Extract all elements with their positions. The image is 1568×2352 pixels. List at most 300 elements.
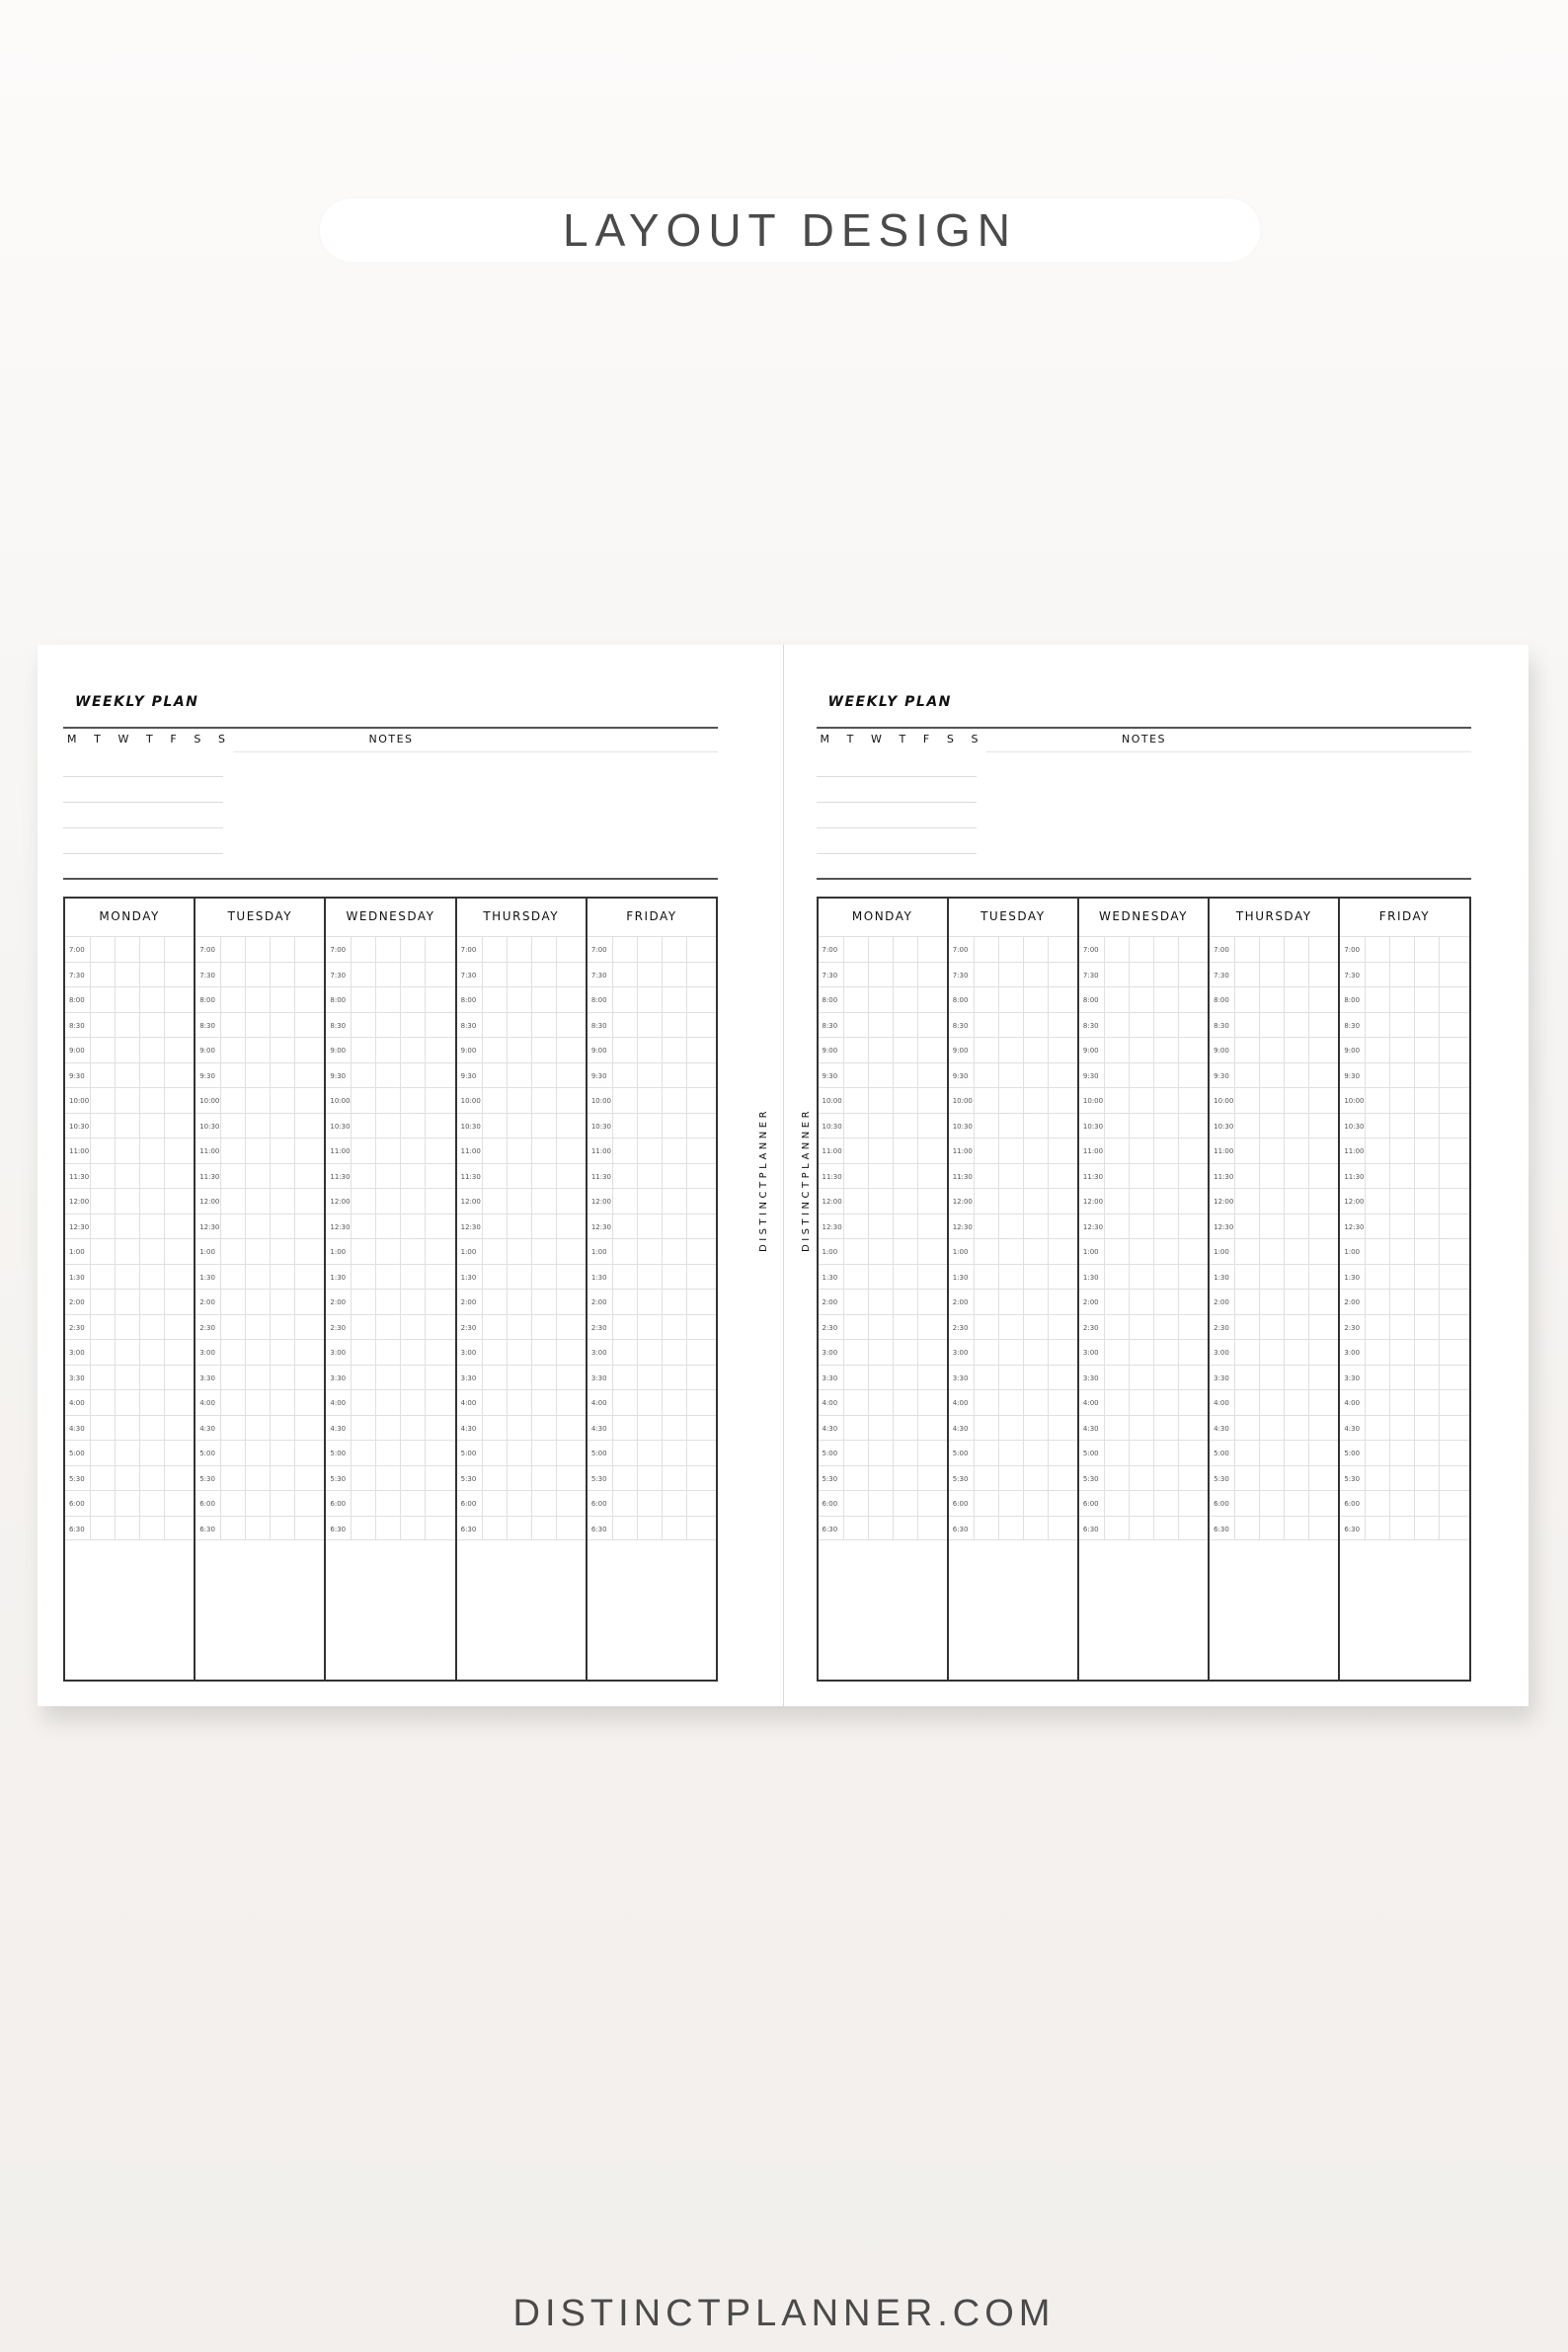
habit-line[interactable] — [817, 853, 977, 854]
time-slot[interactable] — [588, 1214, 716, 1239]
day-column — [586, 899, 716, 1680]
time-label: 8:30 — [460, 1021, 477, 1030]
time-slot[interactable] — [588, 1389, 716, 1415]
time-slot[interactable] — [819, 1415, 947, 1441]
time-slot[interactable] — [1210, 1415, 1338, 1441]
time-slot[interactable] — [588, 1314, 716, 1340]
time-slot[interactable] — [588, 962, 716, 987]
time-slot[interactable] — [1340, 1490, 1468, 1516]
time-label: 2:00 — [1344, 1298, 1361, 1306]
time-slot[interactable] — [326, 1415, 454, 1441]
time-slot[interactable] — [326, 1238, 454, 1264]
time-label: 8:00 — [1344, 996, 1361, 1004]
time-slot[interactable] — [196, 1238, 324, 1264]
time-slot[interactable] — [1079, 1389, 1208, 1415]
time-slot[interactable] — [588, 1188, 716, 1214]
time-slot[interactable] — [1079, 1188, 1208, 1214]
time-slot[interactable] — [326, 1214, 454, 1239]
habit-day-label: W — [871, 733, 882, 745]
day-header: THURSDAY — [1235, 909, 1312, 923]
time-slot[interactable] — [1210, 1062, 1338, 1088]
time-slot[interactable] — [588, 1415, 716, 1441]
time-slot[interactable] — [457, 936, 586, 962]
time-label: 4:00 — [822, 1399, 838, 1407]
time-label: 1:30 — [199, 1273, 215, 1282]
time-slot[interactable] — [196, 1087, 324, 1113]
time-slot[interactable] — [1210, 1163, 1338, 1189]
time-slot[interactable] — [819, 1012, 947, 1038]
time-slot[interactable] — [1340, 1516, 1468, 1541]
time-slot[interactable] — [196, 962, 324, 987]
time-label: 12:00 — [330, 1198, 351, 1206]
time-slot[interactable] — [65, 1415, 194, 1441]
time-slot[interactable] — [819, 1214, 947, 1239]
time-slot[interactable] — [1210, 1516, 1338, 1541]
habit-day-label: F — [922, 733, 930, 745]
time-slot[interactable] — [196, 1037, 324, 1062]
time-label: 4:00 — [69, 1399, 85, 1407]
time-slot[interactable] — [1079, 1289, 1208, 1314]
time-slot[interactable] — [326, 962, 454, 987]
time-slot[interactable] — [1210, 1012, 1338, 1038]
time-slot[interactable] — [949, 1037, 1077, 1062]
time-slot[interactable] — [819, 1440, 947, 1465]
time-slot[interactable] — [1340, 1238, 1468, 1264]
time-slot[interactable] — [1340, 1465, 1468, 1491]
time-slot[interactable] — [196, 1465, 324, 1491]
time-slot[interactable] — [457, 1137, 586, 1163]
time-slot[interactable] — [949, 936, 1077, 962]
time-slot[interactable] — [196, 986, 324, 1012]
time-slot[interactable] — [65, 1214, 194, 1239]
day-header: MONDAY — [851, 909, 913, 923]
time-slot[interactable] — [1340, 1188, 1468, 1214]
time-slot[interactable] — [588, 1516, 716, 1541]
time-slot[interactable] — [196, 1214, 324, 1239]
schedule-grid — [817, 897, 1471, 1682]
time-slot[interactable] — [326, 1440, 454, 1465]
time-label: 2:00 — [199, 1298, 215, 1306]
time-slot[interactable] — [1340, 1062, 1468, 1088]
time-slot[interactable] — [326, 936, 454, 962]
time-slot[interactable] — [1079, 1087, 1208, 1113]
time-slot[interactable] — [1340, 1389, 1468, 1415]
time-slot[interactable] — [1079, 986, 1208, 1012]
time-slot[interactable] — [949, 1087, 1077, 1113]
habit-line[interactable] — [63, 827, 223, 828]
time-slot[interactable] — [196, 1113, 324, 1138]
time-slot[interactable] — [65, 1339, 194, 1365]
time-slot[interactable] — [1340, 1365, 1468, 1390]
time-slot[interactable] — [1079, 1465, 1208, 1491]
time-label: 4:30 — [822, 1424, 838, 1433]
time-slot[interactable] — [326, 986, 454, 1012]
time-slot[interactable] — [65, 1440, 194, 1465]
time-label: 1:30 — [1082, 1273, 1099, 1282]
time-slot[interactable] — [819, 1062, 947, 1088]
time-slot[interactable] — [1340, 1339, 1468, 1365]
time-slot[interactable] — [1340, 1137, 1468, 1163]
time-slot[interactable] — [1079, 1365, 1208, 1390]
time-slot[interactable] — [1079, 1062, 1208, 1088]
time-slot[interactable] — [196, 936, 324, 962]
time-slot[interactable] — [819, 1238, 947, 1264]
time-label: 7:30 — [1214, 971, 1229, 980]
habit-line[interactable] — [63, 853, 223, 854]
time-slot[interactable] — [949, 1440, 1077, 1465]
time-slot[interactable] — [1079, 1163, 1208, 1189]
time-slot[interactable] — [949, 1012, 1077, 1038]
time-slot[interactable] — [588, 1012, 716, 1038]
time-label: 9:00 — [952, 1047, 969, 1055]
time-slot[interactable] — [457, 1163, 586, 1189]
time-label: 8:00 — [952, 996, 969, 1004]
time-slot[interactable] — [326, 1490, 454, 1516]
time-label: 10:00 — [590, 1097, 611, 1105]
time-slot[interactable] — [819, 1465, 947, 1491]
time-slot[interactable] — [196, 1516, 324, 1541]
time-slot[interactable] — [457, 1339, 586, 1365]
time-slot[interactable] — [819, 1087, 947, 1113]
time-slot[interactable] — [588, 1264, 716, 1290]
time-slot[interactable] — [196, 1490, 324, 1516]
time-slot[interactable] — [588, 1490, 716, 1516]
time-slot[interactable] — [819, 1365, 947, 1390]
time-slot[interactable] — [457, 1087, 586, 1113]
time-slot[interactable] — [326, 1062, 454, 1088]
time-slot[interactable] — [949, 1365, 1077, 1390]
time-slot[interactable] — [457, 1238, 586, 1264]
time-slot[interactable] — [457, 1037, 586, 1062]
time-slot[interactable] — [326, 1037, 454, 1062]
time-slot[interactable] — [1210, 962, 1338, 987]
time-label: 5:30 — [1082, 1474, 1099, 1483]
time-slot[interactable] — [949, 1314, 1077, 1340]
time-slot[interactable] — [1210, 1465, 1338, 1491]
time-slot[interactable] — [196, 1339, 324, 1365]
time-slot[interactable] — [457, 962, 586, 987]
time-slot[interactable] — [326, 1339, 454, 1365]
time-slot[interactable] — [65, 1264, 194, 1290]
time-slot[interactable] — [196, 1137, 324, 1163]
time-slot[interactable] — [1079, 1113, 1208, 1138]
time-slot[interactable] — [819, 1264, 947, 1290]
time-slot[interactable] — [1210, 986, 1338, 1012]
time-slot[interactable] — [588, 936, 716, 962]
time-slot[interactable] — [949, 1188, 1077, 1214]
time-slot[interactable] — [1210, 1037, 1338, 1062]
time-slot[interactable] — [1079, 1037, 1208, 1062]
time-slot[interactable] — [1210, 1214, 1338, 1239]
time-label: 8:30 — [1082, 1021, 1099, 1030]
time-label: 8:30 — [822, 1021, 838, 1030]
time-slot[interactable] — [1210, 1440, 1338, 1465]
time-slot[interactable] — [949, 1238, 1077, 1264]
time-slots — [1079, 936, 1208, 1540]
time-slot[interactable] — [1340, 1440, 1468, 1465]
time-label: 1:30 — [460, 1273, 477, 1282]
time-slot[interactable] — [819, 1037, 947, 1062]
time-slot[interactable] — [65, 1087, 194, 1113]
time-slot[interactable] — [1340, 1163, 1468, 1189]
time-slot[interactable] — [1210, 1113, 1338, 1138]
time-slot[interactable] — [1340, 1037, 1468, 1062]
time-slot[interactable] — [1340, 962, 1468, 987]
time-label: 8:30 — [952, 1021, 969, 1030]
time-slot[interactable] — [949, 962, 1077, 987]
time-slot[interactable] — [1079, 1314, 1208, 1340]
time-slot[interactable] — [819, 1490, 947, 1516]
time-slot[interactable] — [949, 1415, 1077, 1441]
time-slot[interactable] — [1210, 936, 1338, 962]
time-slot[interactable] — [819, 1516, 947, 1541]
habit-line[interactable] — [63, 776, 223, 777]
time-slot[interactable] — [1079, 1339, 1208, 1365]
habit-day-label: F — [170, 733, 177, 745]
time-slot[interactable] — [65, 1465, 194, 1491]
time-slot[interactable] — [457, 1365, 586, 1390]
time-slot[interactable] — [1340, 1264, 1468, 1290]
habit-line[interactable] — [817, 802, 977, 803]
time-label: 10:30 — [199, 1122, 220, 1131]
time-slot[interactable] — [588, 1037, 716, 1062]
time-slot[interactable] — [949, 1062, 1077, 1088]
time-slot[interactable] — [326, 1289, 454, 1314]
time-slot[interactable] — [457, 1214, 586, 1239]
time-slot[interactable] — [819, 1314, 947, 1340]
time-slot[interactable] — [588, 1339, 716, 1365]
time-slot[interactable] — [588, 986, 716, 1012]
habit-days-row — [67, 733, 225, 745]
time-slot[interactable] — [949, 1137, 1077, 1163]
time-label: 6:30 — [460, 1525, 477, 1533]
time-slot[interactable] — [65, 1389, 194, 1415]
time-slot[interactable] — [819, 1339, 947, 1365]
time-slot[interactable] — [1210, 1365, 1338, 1390]
time-slot[interactable] — [949, 1113, 1077, 1138]
time-label: 8:00 — [1214, 996, 1229, 1004]
time-slot[interactable] — [65, 1238, 194, 1264]
time-slot[interactable] — [326, 1012, 454, 1038]
time-slot[interactable] — [949, 1339, 1077, 1365]
time-slot[interactable] — [1079, 936, 1208, 962]
time-slot[interactable] — [457, 1440, 586, 1465]
time-label: 3:00 — [590, 1349, 607, 1357]
time-slot[interactable] — [1210, 1389, 1338, 1415]
time-slot[interactable] — [949, 1289, 1077, 1314]
time-slot[interactable] — [1079, 1264, 1208, 1290]
time-slot[interactable] — [326, 1137, 454, 1163]
time-slot[interactable] — [588, 1440, 716, 1465]
time-label: 5:30 — [1214, 1474, 1229, 1483]
time-label: 8:30 — [69, 1021, 85, 1030]
time-slot[interactable] — [457, 1062, 586, 1088]
time-slot[interactable] — [1210, 1264, 1338, 1290]
time-slot[interactable] — [1079, 1415, 1208, 1441]
time-slot[interactable] — [1210, 1339, 1338, 1365]
time-slot[interactable] — [65, 1062, 194, 1088]
time-slot[interactable] — [1210, 1087, 1338, 1113]
habit-line[interactable] — [817, 827, 977, 828]
time-label: 4:00 — [199, 1399, 215, 1407]
time-slot[interactable] — [196, 1012, 324, 1038]
time-slot[interactable] — [65, 1163, 194, 1189]
time-slot[interactable] — [65, 1037, 194, 1062]
time-slot[interactable] — [457, 1490, 586, 1516]
time-slot[interactable] — [326, 1389, 454, 1415]
time-slot[interactable] — [65, 1188, 194, 1214]
time-slot[interactable] — [326, 1087, 454, 1113]
time-slot[interactable] — [326, 1264, 454, 1290]
time-slot[interactable] — [949, 1214, 1077, 1239]
time-slot[interactable] — [588, 1365, 716, 1390]
schedule-grid — [63, 897, 718, 1682]
time-slot[interactable] — [819, 1389, 947, 1415]
time-slot[interactable] — [1210, 1490, 1338, 1516]
time-slot[interactable] — [949, 986, 1077, 1012]
time-slot[interactable] — [457, 1415, 586, 1441]
time-slot[interactable] — [196, 1062, 324, 1088]
time-slot[interactable] — [326, 1314, 454, 1340]
time-slot[interactable] — [1340, 1214, 1468, 1239]
day-column — [1208, 899, 1338, 1680]
time-slot[interactable] — [819, 962, 947, 987]
habit-day-label: S — [194, 733, 201, 745]
time-slot[interactable] — [949, 1516, 1077, 1541]
time-label: 3:30 — [69, 1373, 85, 1382]
time-slot[interactable] — [65, 986, 194, 1012]
time-slot[interactable] — [457, 1012, 586, 1038]
time-slot[interactable] — [65, 962, 194, 987]
time-label: 9:30 — [460, 1071, 477, 1080]
time-slot[interactable] — [1079, 1516, 1208, 1541]
time-slot[interactable] — [1079, 962, 1208, 987]
time-slot[interactable] — [457, 1113, 586, 1138]
time-slot[interactable] — [1340, 986, 1468, 1012]
time-slot[interactable] — [588, 1238, 716, 1264]
time-label: 11:00 — [1082, 1147, 1104, 1155]
time-slot[interactable] — [1340, 1113, 1468, 1138]
time-slot[interactable] — [1210, 1314, 1338, 1340]
time-slot[interactable] — [326, 1465, 454, 1491]
habit-line[interactable] — [63, 802, 223, 803]
time-slot[interactable] — [196, 1389, 324, 1415]
time-slot[interactable] — [65, 1137, 194, 1163]
time-slot[interactable] — [326, 1365, 454, 1390]
time-slot[interactable] — [196, 1188, 324, 1214]
time-slot[interactable] — [457, 1264, 586, 1290]
time-slot[interactable] — [1340, 1415, 1468, 1441]
time-slot[interactable] — [196, 1415, 324, 1441]
time-slot[interactable] — [588, 1289, 716, 1314]
time-slot[interactable] — [588, 1062, 716, 1088]
time-slot[interactable] — [588, 1137, 716, 1163]
time-label: 1:30 — [1214, 1273, 1229, 1282]
time-label: 6:30 — [330, 1525, 347, 1533]
habit-line[interactable] — [817, 776, 977, 777]
time-slot[interactable] — [65, 1314, 194, 1340]
time-slot[interactable] — [457, 1465, 586, 1491]
time-slot[interactable] — [1079, 1440, 1208, 1465]
time-slot[interactable] — [1340, 936, 1468, 962]
time-slot[interactable] — [819, 936, 947, 962]
time-slot[interactable] — [1210, 1238, 1338, 1264]
time-slot[interactable] — [457, 1289, 586, 1314]
time-slot[interactable] — [588, 1163, 716, 1189]
time-slots — [1340, 936, 1468, 1540]
time-slot[interactable] — [1340, 1289, 1468, 1314]
time-slot[interactable] — [457, 1314, 586, 1340]
time-slot[interactable] — [1079, 1490, 1208, 1516]
time-slot[interactable] — [326, 1163, 454, 1189]
time-slot[interactable] — [65, 936, 194, 962]
time-slot[interactable] — [819, 1289, 947, 1314]
time-slot[interactable] — [949, 1264, 1077, 1290]
time-label: 6:00 — [1344, 1500, 1361, 1508]
time-slot[interactable] — [1340, 1012, 1468, 1038]
time-slot[interactable] — [1079, 1012, 1208, 1038]
time-slot[interactable] — [196, 1314, 324, 1340]
time-slot[interactable] — [65, 1365, 194, 1390]
time-slot[interactable] — [819, 1113, 947, 1138]
time-slot[interactable] — [457, 1389, 586, 1415]
time-slot[interactable] — [326, 1516, 454, 1541]
time-slot[interactable] — [819, 1163, 947, 1189]
time-slot[interactable] — [1340, 1314, 1468, 1340]
time-slot[interactable] — [457, 1516, 586, 1541]
day-column — [455, 899, 586, 1680]
time-slot[interactable] — [1079, 1238, 1208, 1264]
time-slot[interactable] — [819, 1188, 947, 1214]
time-slot[interactable] — [1079, 1137, 1208, 1163]
time-slot[interactable] — [588, 1113, 716, 1138]
day-column — [194, 899, 324, 1680]
time-slot[interactable] — [949, 1490, 1077, 1516]
time-slot[interactable] — [457, 1188, 586, 1214]
time-slot[interactable] — [1210, 1137, 1338, 1163]
time-slot[interactable] — [65, 1012, 194, 1038]
time-slot[interactable] — [588, 1465, 716, 1491]
time-slot[interactable] — [326, 1113, 454, 1138]
time-slot[interactable] — [196, 1264, 324, 1290]
time-slot[interactable] — [326, 1188, 454, 1214]
time-label: 6:30 — [822, 1525, 838, 1533]
time-slot[interactable] — [949, 1465, 1077, 1491]
time-label: 10:00 — [952, 1097, 973, 1105]
time-slot[interactable] — [1210, 1188, 1338, 1214]
time-slot[interactable] — [588, 1087, 716, 1113]
time-slot[interactable] — [196, 1289, 324, 1314]
time-slot[interactable] — [65, 1516, 194, 1541]
time-label: 6:30 — [199, 1525, 215, 1533]
time-slot[interactable] — [1079, 1214, 1208, 1239]
time-slot[interactable] — [819, 986, 947, 1012]
time-slot[interactable] — [65, 1289, 194, 1314]
time-slot[interactable] — [457, 986, 586, 1012]
time-label: 4:30 — [69, 1424, 85, 1433]
time-slot[interactable] — [65, 1490, 194, 1516]
time-slot[interactable] — [949, 1163, 1077, 1189]
time-slot[interactable] — [196, 1440, 324, 1465]
time-slot[interactable] — [949, 1389, 1077, 1415]
time-slot[interactable] — [1340, 1087, 1468, 1113]
time-slot[interactable] — [65, 1113, 194, 1138]
time-label: 9:00 — [199, 1047, 215, 1055]
time-slot[interactable] — [819, 1137, 947, 1163]
time-slot[interactable] — [196, 1163, 324, 1189]
time-slot[interactable] — [196, 1365, 324, 1390]
time-slot[interactable] — [1210, 1289, 1338, 1314]
